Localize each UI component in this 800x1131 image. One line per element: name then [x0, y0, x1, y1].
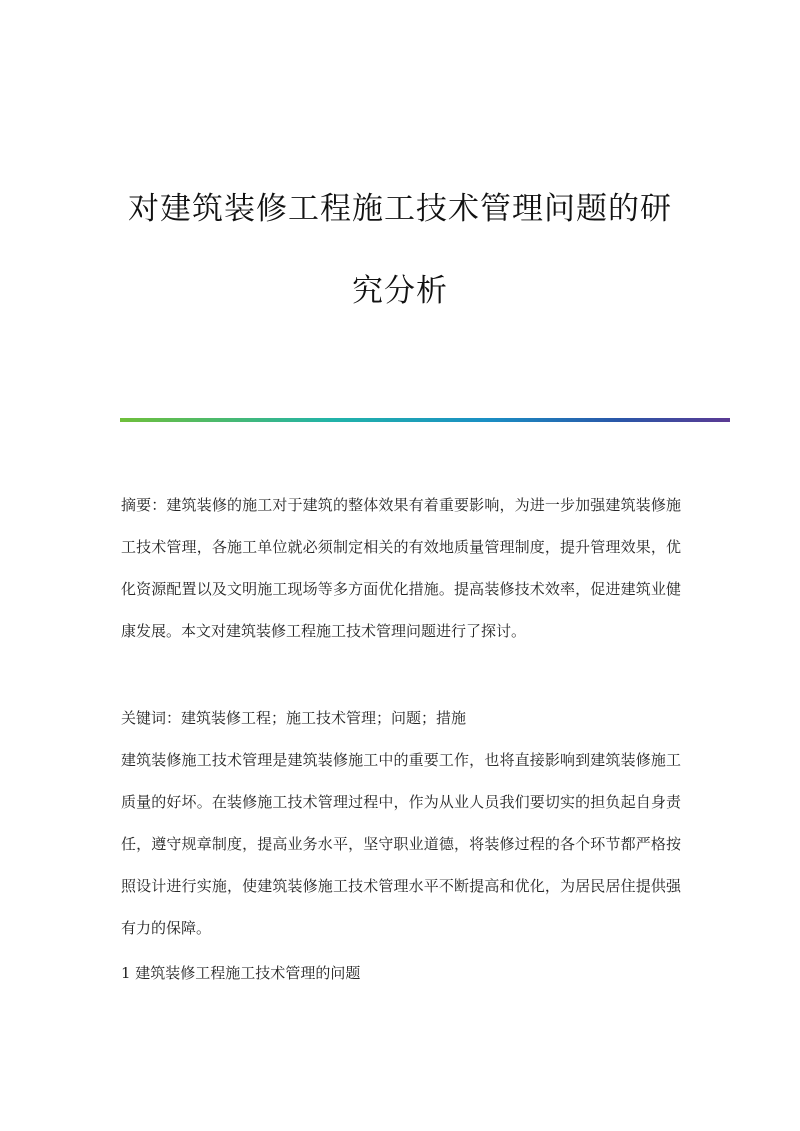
keywords	[121, 697, 681, 739]
title-divider	[120, 418, 730, 422]
abstract	[121, 484, 681, 652]
section-heading	[121, 952, 681, 994]
document-title-line-1: 对建筑装修工程施工技术管理问题的研	[128, 191, 672, 227]
intro-text: 建筑装修施工技术管理是建筑装修施工中的重要工作，也将直接影响到建筑装修施工质量的好坏。在装修施工技术管理过程中，作为从业人员我们要切实的担负起自身责任，遵守规章制度，提高业务水平，坚守职业道德，将装修过程的各个环节都严格按照设计进行实施，使建筑装修施工技术管理水平不断提高和优化，为居民居住提供强有力的保障。	[121, 751, 681, 937]
abstract-text: 摘要：建筑装修的施工对于建筑的整体效果有着重要影响，为进一步加强建筑装修施工技术管理，各施工单位就必须制定相关的有效地质量管理制度，提升管理效果，优化资源配置以及文明施工现场等多方面优化措施。提高装修技术效率，促进建筑业健康发展。本文对建筑装修工程施工技术管理问题进行了探讨。	[121, 496, 681, 640]
document-title-line-2: 究分析	[352, 273, 448, 309]
intro-paragraph	[121, 739, 681, 949]
section-1-heading: 1 建筑装修工程施工技术管理的问题	[121, 964, 361, 982]
keywords-text: 关键词：建筑装修工程；施工技术管理；问题；措施	[121, 709, 467, 727]
